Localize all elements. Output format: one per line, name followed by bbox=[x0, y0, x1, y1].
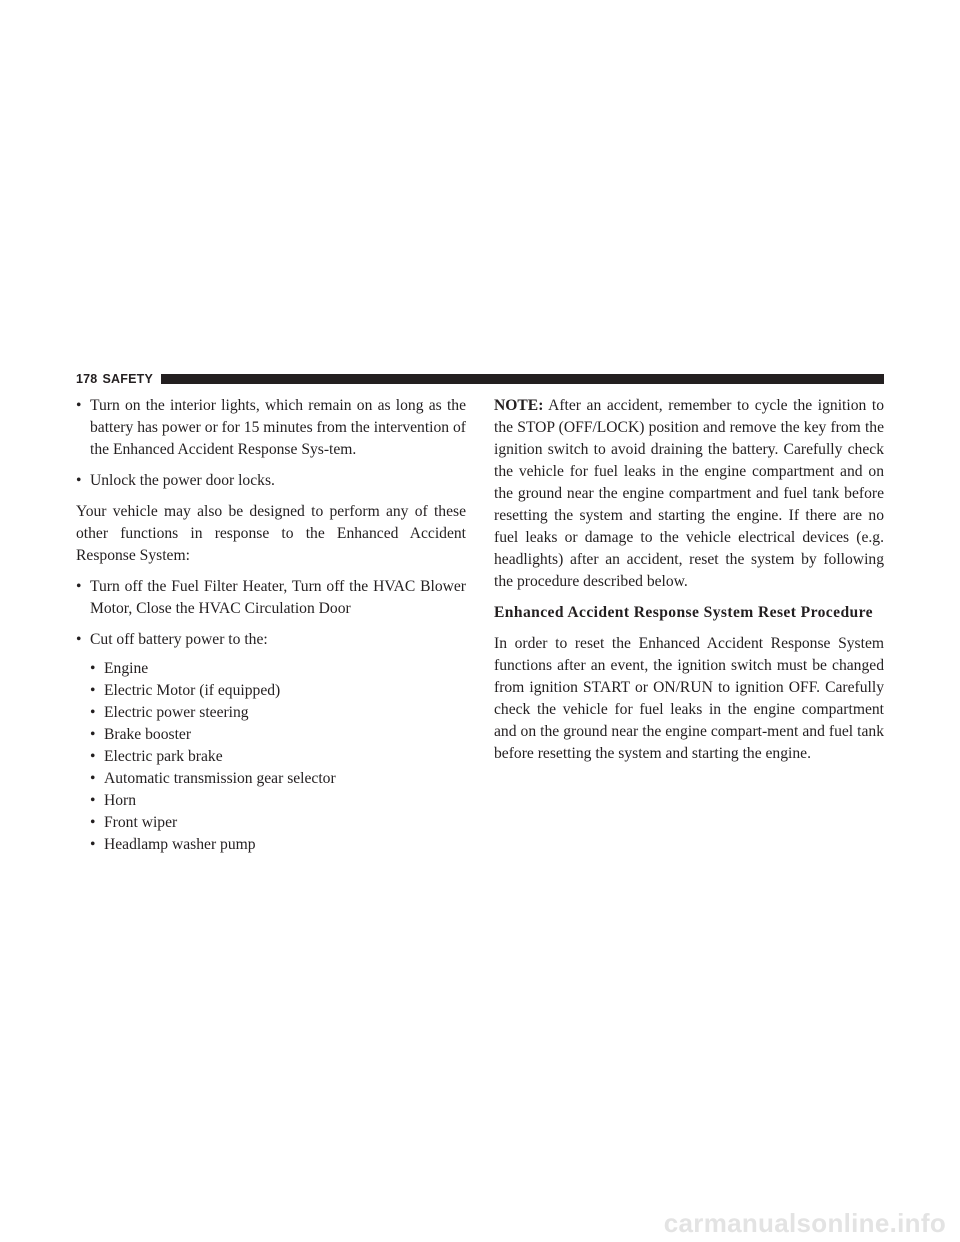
bullet-icon: • bbox=[90, 792, 96, 809]
section-heading: Enhanced Accident Response System Reset Procedure bbox=[494, 604, 873, 621]
page-number: 178 bbox=[76, 372, 98, 386]
bullet-icon: • bbox=[76, 578, 82, 595]
list-item bbox=[76, 576, 466, 620]
sub-item-text: Electric power steering bbox=[104, 704, 249, 721]
list-item bbox=[76, 395, 466, 461]
sub-list bbox=[90, 658, 466, 856]
sub-item-text: Headlamp washer pump bbox=[104, 836, 256, 853]
bullet-icon: • bbox=[90, 836, 96, 853]
bullet-icon: • bbox=[90, 682, 96, 699]
sub-list-item bbox=[90, 658, 466, 680]
sub-list-item bbox=[90, 768, 466, 790]
header-rule bbox=[161, 374, 884, 384]
bullet-icon: • bbox=[90, 726, 96, 743]
sub-list-item bbox=[90, 680, 466, 702]
bullet-icon: • bbox=[76, 472, 82, 489]
sub-item-text: Horn bbox=[104, 792, 137, 809]
left-column bbox=[76, 395, 466, 865]
bullet-text: Turn on the interior lights, which remain on as long as the battery has power or for 15 minutes from the intervention of the Enhanced Accident Response Sys-tem. bbox=[90, 397, 466, 458]
sub-item-text: Electric Motor (if equipped) bbox=[104, 682, 281, 699]
bullet-icon: • bbox=[90, 660, 96, 677]
sub-list-item bbox=[90, 790, 466, 812]
sub-list-item bbox=[90, 702, 466, 724]
list-item bbox=[76, 470, 466, 492]
body-paragraph: In order to reset the Enhanced Accident Response System functions after an event, the ignition switch must be changed from ignition START or ON/RUN to ignition OFF. Carefully check the vehicle for fuel leaks in the engine compartment and on the ground near the engine compart-ment and fuel tank before resetting the system and starting the engine. bbox=[494, 635, 884, 762]
sub-list-item bbox=[90, 834, 466, 856]
bullet-text: Unlock the power door locks. bbox=[90, 472, 275, 489]
body-paragraph: Your vehicle may also be designed to perform any of these other functions in response to the Enhanced Accident Response System: bbox=[76, 503, 466, 564]
note-label: NOTE: bbox=[494, 397, 544, 414]
page-header bbox=[76, 371, 884, 387]
right-column bbox=[494, 395, 884, 774]
bullet-text: Cut off battery power to the: bbox=[90, 631, 268, 648]
section-title: SAFETY bbox=[102, 372, 153, 386]
sub-list-item bbox=[90, 724, 466, 746]
sub-list-item bbox=[90, 746, 466, 768]
sub-item-text: Automatic transmission gear selector bbox=[104, 770, 336, 787]
bullet-icon: • bbox=[76, 631, 82, 648]
bullet-icon: • bbox=[90, 770, 96, 787]
sub-item-text: Engine bbox=[104, 660, 149, 677]
bullet-icon: • bbox=[90, 704, 96, 721]
bullet-icon: • bbox=[90, 748, 96, 765]
sub-item-text: Brake booster bbox=[104, 726, 192, 743]
bullet-icon: • bbox=[90, 814, 96, 831]
sub-item-text: Front wiper bbox=[104, 814, 178, 831]
bullet-text: Turn off the Fuel Filter Heater, Turn off the HVAC Blower Motor, Close the HVAC Circulation Door bbox=[90, 578, 466, 617]
bullet-icon: • bbox=[76, 397, 82, 414]
note-text: After an accident, remember to cycle the ignition to the STOP (OFF/LOCK) position and remove the key from the ignition switch to avoid draining the battery. Carefully check the vehicle for fuel leaks in the engine compartment and on the ground near the engine compartment and fuel tank before resetting the system and starting the engine. If there are no fuel leaks or damage to the vehicle electrical devices (e.g. headlights) after an accident, reset the system by following the procedure described below. bbox=[494, 397, 884, 590]
note-paragraph bbox=[494, 395, 884, 593]
list-item bbox=[76, 629, 466, 651]
watermark: carmanualsonline.info bbox=[663, 1208, 946, 1238]
sub-list-item bbox=[90, 812, 466, 834]
sub-item-text: Electric park brake bbox=[104, 748, 223, 765]
